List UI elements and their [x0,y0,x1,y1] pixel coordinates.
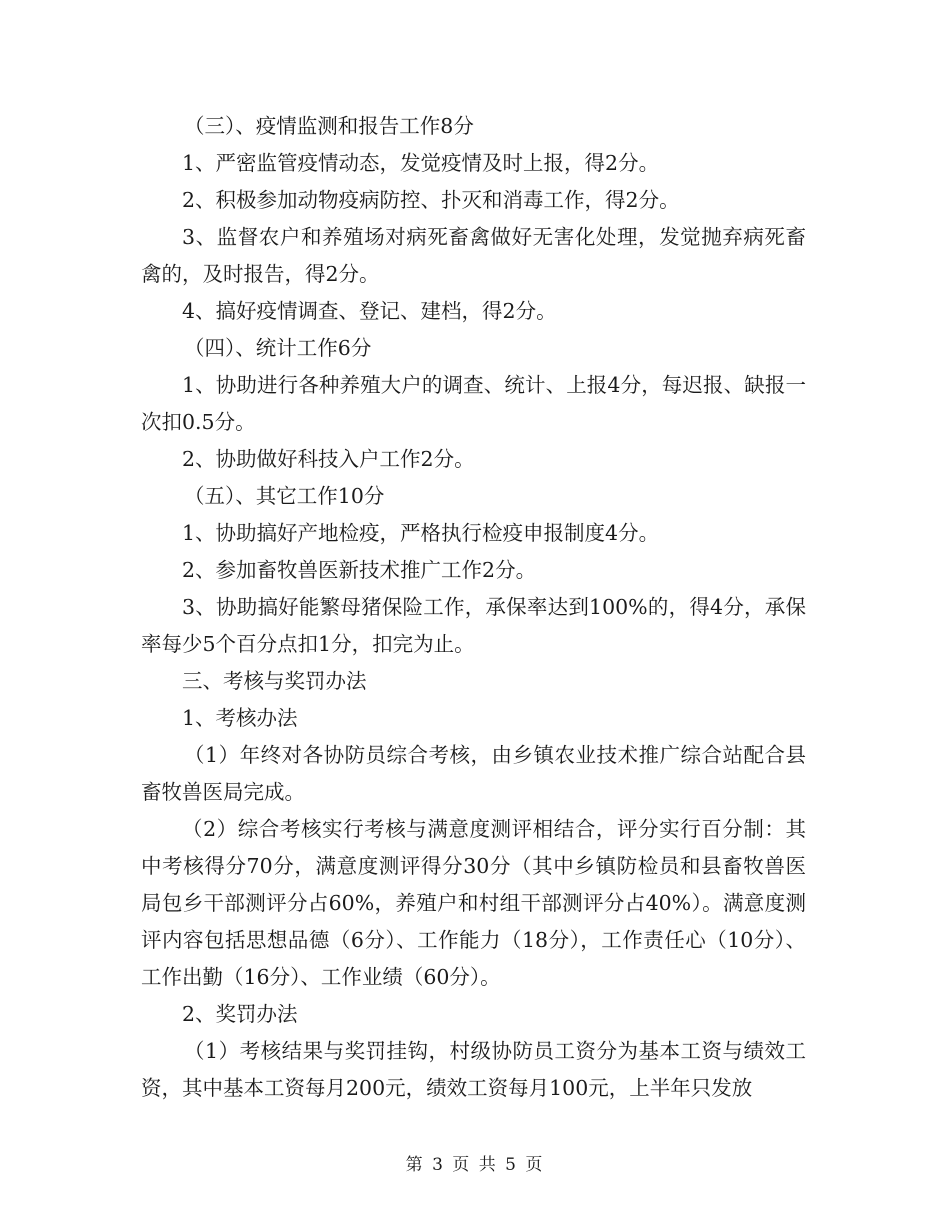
paragraph: 4、搞好疫情调查、登记、建档，得2分。 [182,299,557,323]
paragraph: 1、协助进行各种养殖大户的调查、统计、上报4分，每迟报、缺报一次扣0.5分。 [141,373,806,434]
paragraph: 3、协助搞好能繁母猪保险工作，承保率达到100%的，得4分，承保率每少5个百分点扣1分，扣完为止。 [141,595,806,656]
paragraph: （2）综合考核实行考核与满意度测评相结合，评分实行百分制：其中考核得分70分，满意度测评得分30分（其中乡镇防检员和县畜牧兽医局包乡干部测评分占60%，养殖户和村组干部测评分占40%）。满意度测评内容包括思想品德（6分）、工作能力（18分），工作责任心（10分）、工作出勤（16分）、工作业绩（60分）。 [141,817,806,989]
paragraph: 3、监督农户和养殖场对病死畜禽做好无害化处理，发觉抛弃病死畜禽的，及时报告，得2分。 [141,225,806,286]
paragraph: 1、协助搞好产地检疫，严格执行检疫申报制度4分。 [182,521,660,545]
section-heading-5: （五）、其它工作10分 [184,484,385,508]
chapter-heading: 三、考核与奖罚办法 [182,669,367,693]
paragraph: （1）年终对各协防员综合考核，由乡镇农业技术推广综合站配合县畜牧兽医局完成。 [141,743,806,804]
paragraph: （1）考核结果与奖罚挂钩，村级协防员工资分为基本工资与绩效工资，其中基本工资每月200元，绩效工资每月100元，上半年只发放 [141,1039,806,1100]
section-heading-3: （三）、疫情监测和报告工作8分 [184,114,474,138]
subsection-heading: 2、奖罚办法 [182,1002,298,1026]
document-body [141,108,806,1107]
paragraph: 2、积极参加动物疫病防控、扑灭和消毒工作，得2分。 [182,188,680,212]
paragraph: 1、严密监管疫情动态，发觉疫情及时上报，得2分。 [182,151,660,175]
section-heading-4: （四）、统计工作6分 [184,336,372,360]
paragraph: 2、参加畜牧兽医新技术推广工作2分。 [182,558,537,582]
subsection-heading: 1、考核办法 [182,706,298,730]
page-number-footer: 第 3 页 共 5 页 [405,1155,545,1175]
paragraph: 2、协助做好科技入户工作2分。 [182,447,475,471]
